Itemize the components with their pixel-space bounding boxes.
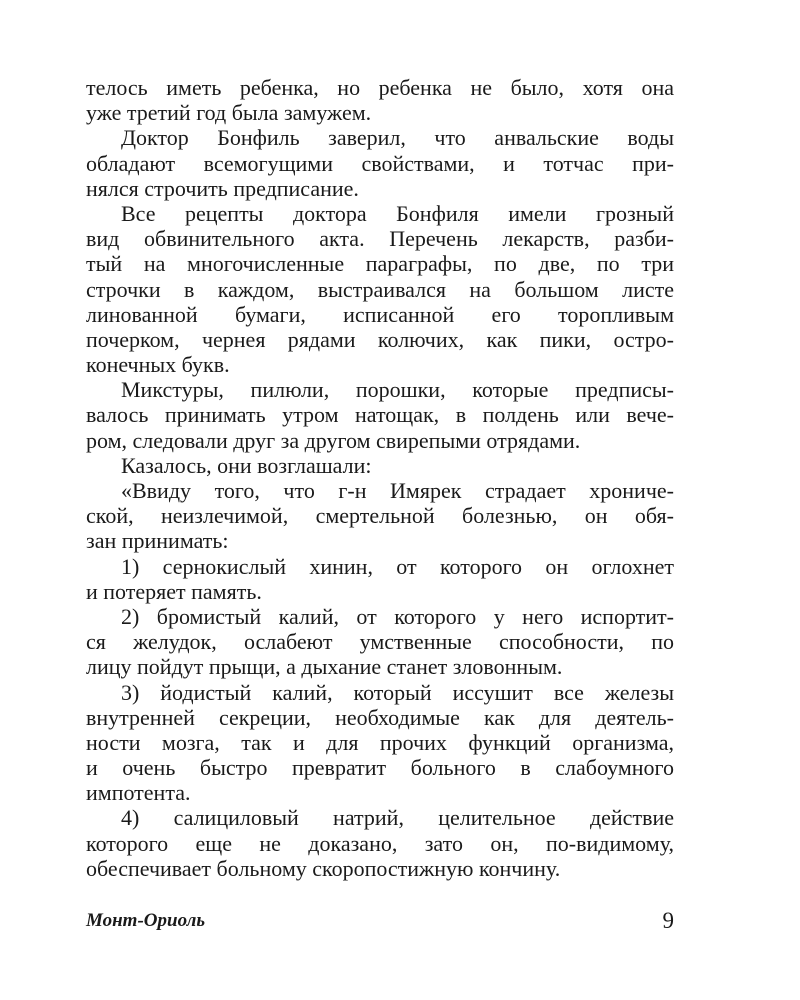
text-line: обладают всемогущими свойствами, и тотчас при- [86,150,674,176]
text-line: которого еще не доказано, зато он, по-видимому, [86,830,674,856]
text-line: импотента. [86,780,191,806]
text-line: ром, следовали друг за другом свирепыми отрядами. [86,427,581,453]
text-line: Доктор Бонфиль заверил, что анвальские воды [121,125,674,151]
text-line: Казалось, они возглашали: [121,452,372,478]
text-line: ности мозга, так и для прочих функций организма, [86,729,674,755]
text-line: зан принимать: [86,528,229,554]
text-line: тый на многочисленные параграфы, по две, по три [86,251,674,277]
text-line: и потеряет память. [86,578,262,604]
text-line: строчки в каждом, выстраивался на большом листе [86,276,674,302]
page-number: 9 [662,908,674,933]
text-line: нялся строчить предписание. [86,175,359,201]
text-line: 4) салициловый натрий, целительное действие [121,805,674,831]
text-line: 3) йодистый калий, который иссушит все железы [121,679,674,705]
text-line: почерком, чернея рядами колючих, как пики, остро- [86,326,674,352]
text-line: ской, неизлечимой, смертельной болезнью, он обя- [86,503,674,529]
text-line: лицу пойдут прыщи, а дыхание станет зловонным. [86,654,563,680]
text-line: уже третий год была замужем. [86,100,372,126]
text-line: телось иметь ребенка, но ребенка не было, хотя она [86,75,674,100]
text-line: «Ввиду того, что г-н Имярек страдает хрониче- [121,478,674,503]
running-title: Монт-Ориоль [86,910,206,931]
text-line: 1) сернокислый хинин, от которого он оглохнет [121,553,674,579]
text-line: конечных букв. [86,352,230,378]
text-line: валось принимать утром натощак, в полдень или вече- [86,402,674,428]
text-line: линованной бумаги, исписанной его торопливым [86,301,674,327]
text-line: вид обвинительного акта. Перечень лекарств, разби- [86,226,674,252]
text-line: обеспечивает больному скоропостижную кончину. [86,855,561,881]
text-line: 2) бромистый калий, от которого у него испортит- [121,603,674,629]
page-footer [86,906,674,936]
page-text [86,75,674,881]
text-line: внутренней секреции, необходимые как для деятель- [86,704,674,730]
text-line: Микстуры, пилюли, порошки, которые предписы- [121,377,674,403]
text-line: и очень быстро превратит больного в слабоумного [86,755,674,781]
text-line: ся желудок, ослабеют умственные способности, по [86,629,674,655]
text-line: Все рецепты доктора Бонфиля имели грозный [121,200,674,226]
